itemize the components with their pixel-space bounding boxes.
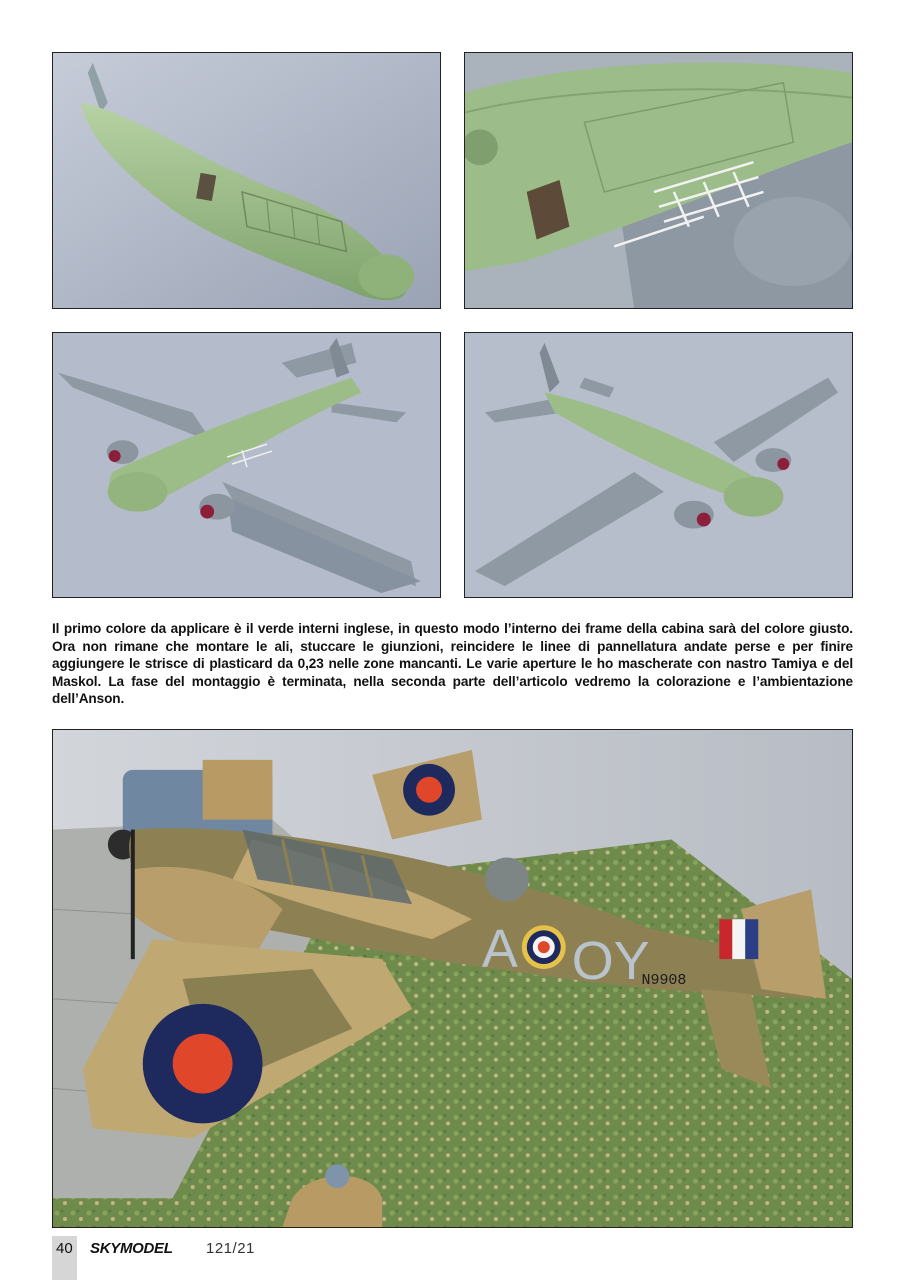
magazine-logo: SKYMODEL <box>90 1240 173 1257</box>
assembled-angle-image <box>465 333 852 597</box>
diorama-image <box>53 730 852 1227</box>
photo-assembled-angle <box>464 332 853 598</box>
code-letters-oy: OY <box>571 931 650 991</box>
assembled-top-image <box>53 333 440 597</box>
fuselage-side-image <box>53 53 440 308</box>
article-caption: Il primo colore da applicare è il verde interni inglese, in questo modo l’interno dei frame della cabina sarà del colore giusto. Ora non rimane che montare le ali, stuccare le giunzioni, reincidere le linee di pannellatura andate perse e per finire aggiungere le strisce di plasticard da 0,23 nelle zone mancanti. Le varie aperture le ho mascherate con nastro Tamiya e del Maskol. La fase del montaggio è terminata, nella seconda parte dell’articolo vedremo la colorazione e l’ambientazione dell’Anson. <box>52 621 853 707</box>
fuselage-closeup-image <box>465 53 852 308</box>
page-number: 40 <box>56 1240 73 1257</box>
photo-fuselage-side <box>52 52 441 309</box>
photo-fuselage-closeup <box>464 52 853 309</box>
photo-finished-diorama <box>52 729 853 1228</box>
page-footer <box>52 1236 452 1280</box>
serial-number: N9908 <box>641 972 687 989</box>
photo-assembled-top <box>52 332 441 598</box>
issue-number: 121/21 <box>206 1240 255 1257</box>
code-letter-a: A <box>481 919 518 980</box>
